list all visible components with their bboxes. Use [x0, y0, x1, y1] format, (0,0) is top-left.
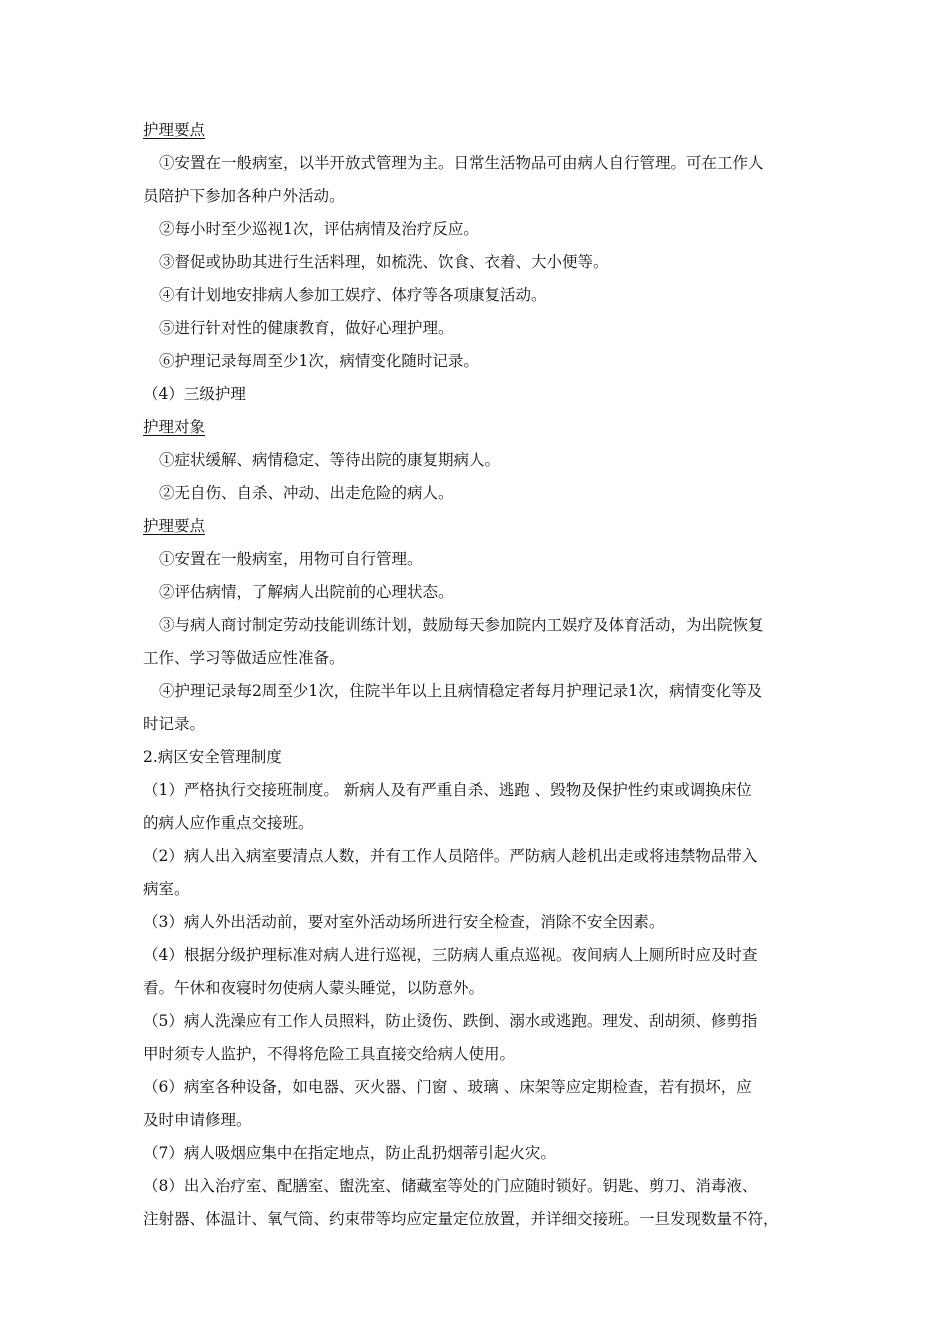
text-line: ⑥护理记录每周至少1次，病情变化随时记录。 — [159, 352, 479, 370]
text-line: （5）病人洗澡应有工作人员照料，防止烫伤、跌倒、溺水或逃跑。理发、刮胡须、修剪指 — [143, 1012, 758, 1030]
section-heading: 护理要点 — [143, 517, 206, 535]
text-line: ④护理记录每2周至少1次，住院半年以上且病情稳定者每月护理记录1次，病情变化等及 — [159, 682, 763, 700]
text-line: ①安置在一般病室，以半开放式管理为主。日常生活物品可由病人自行管理。可在工作人 — [159, 154, 764, 172]
text-line: 时记录。 — [143, 715, 206, 733]
section-heading: 护理要点 — [143, 121, 206, 139]
text-line: 工作、学习等做适应性准备。 — [143, 649, 345, 667]
text-line: 及时申请修理。 — [143, 1111, 252, 1129]
text-line: （3）病人外出活动前，要对室外活动场所进行安全检查，消除不安全因素。 — [143, 913, 665, 931]
text-line: ①症状缓解、病情稳定、等待出院的康复期病人。 — [159, 451, 501, 469]
text-line: （6）病室各种设备，如电器、灭火器、门窗 、玻璃 、床架等应定期检查，若有损坏，应 — [143, 1078, 752, 1096]
text-line: 2.病区安全管理制度 — [143, 748, 282, 766]
text-line: ②每小时至少巡视1次，评估病情及治疗反应。 — [159, 220, 479, 238]
text-line: 的病人应作重点交接班。 — [143, 814, 314, 832]
text-line: 注射器、体温计、氧气筒、约束带等均应定量定位放置，并详细交接班。一旦发现数量不符， — [143, 1210, 779, 1228]
text-line: 病室。 — [143, 880, 190, 898]
text-line: （4）三级护理 — [143, 385, 246, 403]
text-line: （2）病人出入病室要清点人数，并有工作人员陪伴。严防病人趁机出走或将违禁物品带入 — [143, 847, 758, 865]
text-line: 甲时须专人监护，不得将危险工具直接交给病人使用。 — [143, 1045, 516, 1063]
text-line: ③督促或协助其进行生活料理，如梳洗、饮食、衣着、大小便等。 — [159, 253, 609, 271]
text-line: ②无自伤、自杀、冲动、出走危险的病人。 — [159, 484, 454, 502]
text-line: ②评估病情，了解病人出院前的心理状态。 — [159, 583, 454, 601]
document-body — [143, 114, 811, 1236]
text-line: ⑤进行针对性的健康教育，做好心理护理。 — [159, 319, 454, 337]
text-line: 看。午休和夜寝时勿使病人蒙头睡觉，以防意外。 — [143, 979, 485, 997]
text-line: （1）严格执行交接班制度。 新病人及有严重自杀、逃跑 、毁物及保护性约束或调换床位 — [143, 781, 752, 799]
text-line: ④有计划地安排病人参加工娱疗、体疗等各项康复活动。 — [159, 286, 547, 304]
text-line: 员陪护下参加各种户外活动。 — [143, 187, 345, 205]
text-line: ③与病人商讨制定劳动技能训练计划，鼓励每天参加院内工娱疗及体育活动，为出院恢复 — [159, 616, 764, 634]
text-line: （7）病人吸烟应集中在指定地点，防止乱扔烟蒂引起火灾。 — [143, 1144, 556, 1162]
text-line: （4）根据分级护理标准对病人进行巡视，三防病人重点巡视。夜间病人上厕所时应及时查 — [143, 946, 758, 964]
text-line: （8）出入治疗室、配膳室、盥洗室、储藏室等处的门应随时锁好。钥匙、剪刀、消毒液、 — [143, 1177, 758, 1195]
section-heading: 护理对象 — [143, 418, 206, 436]
text-line: ①安置在一般病室，用物可自行管理。 — [159, 550, 423, 568]
